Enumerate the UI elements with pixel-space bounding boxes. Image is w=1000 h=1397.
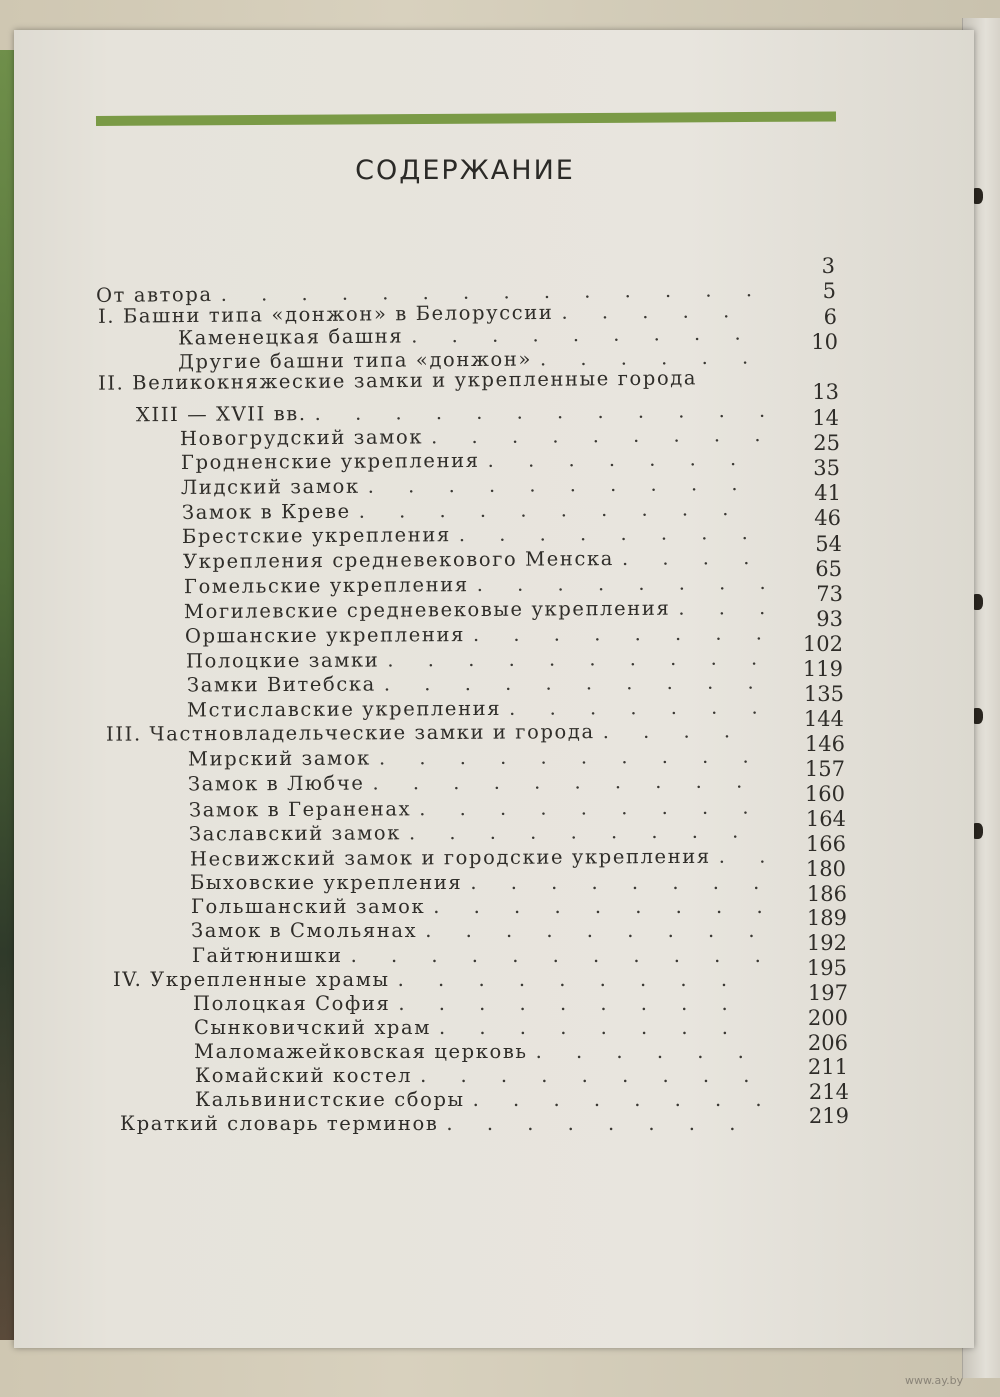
toc-entry-title: Полоцкие замки: [185, 648, 380, 673]
toc-leader: . .: [718, 844, 780, 868]
toc-leader: . . . . .: [561, 299, 744, 324]
toc-leader: . . . . . . . .: [470, 871, 774, 894]
toc-entry: [192, 944, 775, 967]
toc-entry-title: III. Частновладельческие замки и города: [105, 720, 595, 746]
toc-page-number: 200: [807, 1006, 848, 1030]
toc-page-number: 146: [804, 732, 845, 756]
toc-entry: [190, 844, 779, 870]
toc-entry-title: Укрепления средневекового Менска: [182, 547, 615, 574]
toc-entry: [194, 1040, 758, 1063]
toc-page-number: 180: [805, 857, 846, 881]
toc-page-number: 164: [805, 807, 846, 831]
toc-entry-title: Замок в Гераненах: [188, 797, 412, 822]
toc-page-number: 13: [812, 380, 839, 404]
toc-entry: [180, 423, 775, 450]
toc-leader: . . . . . . . . .: [420, 1064, 764, 1087]
toc-entry: [188, 770, 756, 796]
toc-entry: [191, 895, 777, 918]
toc-page-number: 166: [805, 832, 846, 856]
toc-page-number: 219: [808, 1104, 849, 1128]
toc-entry: [189, 820, 752, 846]
toc-entry-title: Другие башни типа «донжон»: [177, 347, 533, 374]
toc-entry-title: Маломажейковская церковь: [194, 1040, 528, 1063]
toc-entry: [181, 447, 750, 474]
toc-leader: . . .: [678, 595, 780, 620]
toc-entry-title: От автора: [95, 282, 213, 307]
toc-page-number: 5: [822, 279, 836, 303]
toc-entry-title: Лидский замок: [180, 474, 360, 499]
toc-page-number: 195: [806, 956, 847, 980]
toc-page-number: 14: [812, 406, 839, 430]
toc-page-number: 10: [811, 330, 838, 354]
toc-entry-title: Мстиславские укрепления: [186, 696, 502, 722]
page-title: СОДЕРЖАНИЕ: [355, 155, 575, 186]
toc-entry-title: Новогрудский замок: [179, 425, 424, 451]
toc-entry: [98, 366, 705, 394]
toc-entry-title: IV. Укрепленные храмы: [113, 968, 390, 991]
toc-page-number: 214: [808, 1080, 849, 1104]
toc-entry-title: Замок в Креве: [181, 499, 351, 524]
toc-entry-title: Заславский замок: [188, 821, 402, 846]
toc-leader: . . . . . . . . .: [425, 919, 769, 942]
toc-page-number: 189: [806, 906, 847, 930]
toc-leader: . . . . . . . .: [458, 520, 762, 547]
toc-leader: . . . . . . . .: [476, 570, 780, 597]
toc-page-number: 65: [815, 557, 842, 581]
toc-leader: . . . . . . . . .: [398, 992, 742, 1015]
toc-page-number: 102: [802, 632, 843, 656]
toc-entry-title: Комайский костел: [195, 1064, 413, 1087]
toc-leader: . . . . . . . . .: [433, 895, 777, 918]
toc-leader: . . . . . . . .: [472, 1088, 776, 1111]
toc-leader: . . . . . . . . . . . .: [314, 398, 780, 425]
toc-entry-title: Быховские укрепления: [190, 871, 463, 894]
toc-page-number: 35: [813, 456, 840, 480]
toc-leader: . . . . . . . .: [446, 1112, 750, 1135]
toc-leader: . . . . . . . . . .: [383, 670, 768, 696]
toc-page-number: 206: [807, 1031, 848, 1055]
toc-entry: [186, 646, 771, 672]
toc-page-number: 54: [815, 532, 842, 556]
toc-leader: . . . . . . . .: [439, 1016, 742, 1039]
toc-leader: . . . . . . . . .: [419, 795, 763, 821]
toc-entry: [183, 546, 764, 573]
toc-entry-title: Мирский замок: [187, 746, 371, 771]
toc-entry: [191, 919, 769, 942]
toc-entry-title: Брестские укрепления: [181, 523, 451, 549]
toc-page-number: 25: [813, 431, 840, 455]
toc-entry-title: II. Великокняжеские замки и укрепленные города: [97, 366, 698, 395]
toc-entry-title: Замки Витебска: [186, 672, 376, 697]
watermark: www.ay.by: [905, 1374, 964, 1387]
toc-entry: [113, 968, 741, 991]
toc-leader: . . . . . . . . .: [408, 819, 753, 845]
toc-entry-title: Кальвинистские сборы: [195, 1088, 465, 1111]
toc-page-number: 157: [804, 757, 845, 781]
toc-entry: [189, 795, 763, 821]
toc-entry-title: I. Башни типа «донжон» в Белоруссии: [97, 300, 554, 328]
toc-page-number: 3: [821, 254, 835, 278]
toc-entry-title: Гродненские укрепления: [180, 448, 480, 474]
toc-leader: . . . . . . . . . .: [372, 769, 757, 795]
toc-leader: . . . .: [621, 545, 764, 570]
toc-entry: [136, 399, 779, 426]
toc-entry: [184, 596, 779, 623]
toc-page-number: 160: [804, 782, 845, 806]
toc-leader: . . . . . . . . . .: [367, 472, 752, 498]
toc-leader: . . . . . . . . .: [397, 968, 742, 991]
toc-entry: [190, 871, 773, 894]
toc-page-number: 46: [814, 506, 841, 530]
toc-leader: . . . . . . . . .: [431, 422, 775, 449]
toc-page-number: 186: [806, 882, 847, 906]
toc-entry-title: Оршанские укрепления: [184, 623, 466, 648]
toc-leader: . . . . . . .: [487, 447, 751, 472]
toc-page-number: 41: [814, 481, 841, 505]
toc-entry-title: Полоцкая София: [193, 992, 391, 1015]
toc-entry-title: Гайтюнишки: [192, 944, 343, 967]
toc-page-number: 73: [816, 582, 843, 606]
toc-entry: [182, 497, 743, 524]
toc-leader: . . . . . . .: [509, 695, 772, 720]
toc-page-number: 6: [823, 305, 837, 329]
toc-page-number: 197: [807, 981, 848, 1005]
toc-entry: [194, 1016, 742, 1039]
toc-entry: [195, 1064, 763, 1087]
toc-leader: . . . . . . . . . .: [387, 646, 772, 672]
toc-leader: . . . .: [602, 719, 745, 744]
toc-entry: [187, 695, 772, 721]
toc-page-number: 119: [802, 657, 843, 681]
toc-page-number: 93: [816, 607, 843, 631]
toc-entry: [184, 571, 780, 598]
toc-page-number: 144: [803, 707, 844, 731]
toc-page-number: 192: [806, 931, 847, 955]
toc-entry-title: Несвижский замок и городские укрепления: [189, 844, 711, 871]
toc-leader: . . . . . . . . .: [411, 321, 755, 348]
toc-leader: . . . . . .: [535, 1040, 758, 1063]
toc-entry: [185, 621, 776, 647]
toc-entry-title: Могилевские средневековые укрепления: [183, 596, 671, 624]
toc-leader: . . . . . . . . . .: [358, 497, 743, 523]
toc-entry-title: Замок в Любче: [187, 771, 365, 796]
toc-entry: [195, 1088, 776, 1111]
toc-leader: . . . . . . . . . . .: [350, 944, 775, 967]
toc-entry-title: Гольшанский замок: [191, 895, 426, 918]
toc-entry-title: XIII — XVII вв.: [135, 402, 307, 427]
toc-leader: . . . . . . . . . .: [378, 744, 763, 770]
toc-entry: [188, 744, 763, 770]
toc-entry: [106, 719, 744, 745]
toc-entry-title: Каменецкая башня: [177, 324, 404, 350]
toc-entry: [193, 992, 742, 1015]
toc-entry: [181, 472, 752, 499]
toc-entry: [120, 1112, 749, 1135]
toc-entry: [182, 521, 762, 548]
toc-entry-title: Гомельские укрепления: [183, 573, 469, 599]
toc-leader: . . . . . . . .: [472, 621, 777, 647]
toc-leader: . . . . . .: [539, 345, 763, 371]
toc-entry-title: Замок в Смольянах: [191, 919, 418, 942]
toc-page-number: 135: [803, 682, 844, 706]
toc-leader: . . . . . . . . . . . . . .: [220, 278, 767, 306]
toc-entry: [187, 670, 768, 696]
toc-entry-title: Краткий словарь терминов: [120, 1112, 439, 1135]
toc-entry-title: Сынковичский храм: [194, 1016, 432, 1039]
toc-page-number: 211: [807, 1055, 848, 1079]
